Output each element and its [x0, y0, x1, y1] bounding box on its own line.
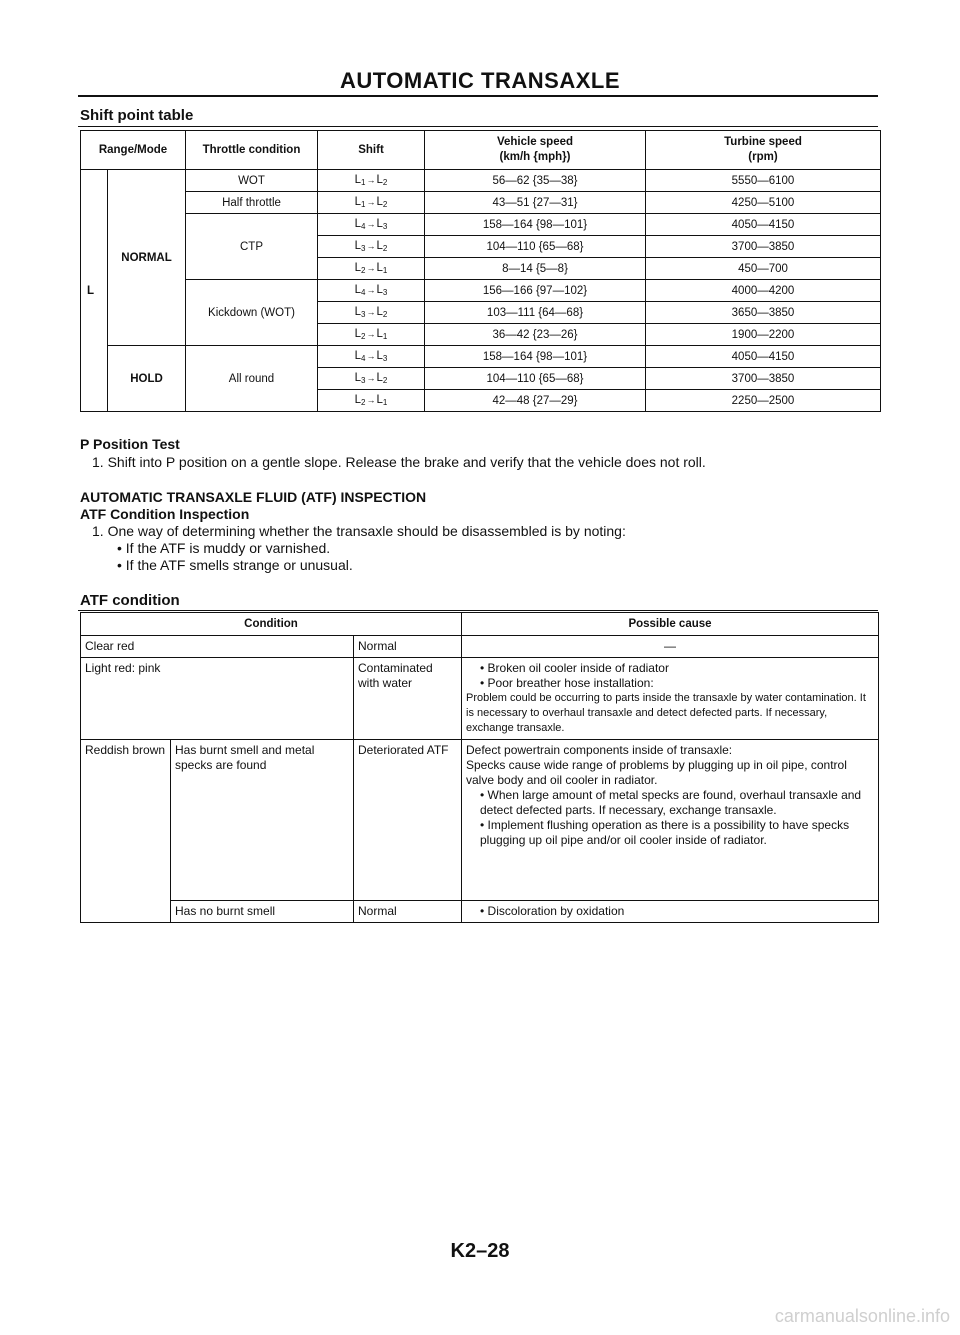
speed-cell: 42—48 {27—29} — [425, 390, 646, 412]
table-row — [81, 214, 881, 236]
turbine-cell: 4000—4200 — [646, 280, 881, 302]
atf-condition-table — [80, 612, 879, 923]
shift-cell: $L_4\to L_3$ — [318, 280, 425, 302]
header-possible-cause: Possible cause — [462, 613, 879, 636]
shift-cell: $L_3\to L_2$ — [318, 302, 425, 324]
atf-bullet-1: • If the ATF is muddy or varnished. — [117, 540, 330, 557]
header-throttle: Throttle condition — [186, 131, 318, 170]
table-row — [81, 346, 881, 368]
cause-cell: — — [462, 636, 879, 658]
condition-cell: Reddish brown — [81, 740, 171, 923]
header-condition: Condition — [81, 613, 462, 636]
p-test-heading: P Position Test — [80, 436, 180, 452]
speed-cell: 156—166 {97—102} — [425, 280, 646, 302]
cause-cell: Defect powertrain components inside of transaxle: Specks cause wide range of problems by plugging up in oil pipe, control valve body and oil cooler in radiator. • When large amount of metal specks are found, overhaul transaxle and detect defected parts. If necessary, exchange transaxle. • Implement flushing operation as there is a possibility to have specks plugging up oil pipe and/or oil cooler inside of radiator. — [462, 740, 879, 901]
table-row — [81, 192, 881, 214]
table-row — [81, 636, 879, 658]
shift-cell: $L_3\to L_2$ — [318, 236, 425, 258]
speed-cell: 8—14 {5—8} — [425, 258, 646, 280]
speed-cell: 36—42 {23—26} — [425, 324, 646, 346]
title-rule — [78, 95, 878, 97]
speed-cell: 158—164 {98—101} — [425, 214, 646, 236]
speed-cell: 43—51 {27—31} — [425, 192, 646, 214]
table-row — [81, 740, 879, 901]
shift-cell: $L_4\to L_3$ — [318, 346, 425, 368]
mode-normal: NORMAL — [108, 170, 186, 346]
condition-cell: Light red: pink — [81, 658, 354, 740]
header-turbine-speed: Turbine speed (rpm) — [646, 131, 881, 170]
shift-cell: $L_2\to L_1$ — [318, 324, 425, 346]
turbine-cell: 5550—6100 — [646, 170, 881, 192]
cause-cell: • Discoloration by oxidation — [462, 901, 879, 923]
atf-inspection-heading: AUTOMATIC TRANSAXLE FLUID (ATF) INSPECTION — [80, 489, 427, 505]
condition-detail-cell: Has burnt smell and metal specks are found — [171, 740, 354, 901]
p-test-step-1: 1. Shift into P position on a gentle slope. Release the brake and verify that the vehicle does not roll. — [92, 454, 706, 470]
atf-heading-rule — [78, 610, 878, 611]
status-cell: Contaminated with water — [354, 658, 462, 740]
shift-cell: $L_3\to L_2$ — [318, 368, 425, 390]
shift-point-table — [80, 130, 881, 412]
status-cell: Normal — [354, 901, 462, 923]
table-header-row — [81, 131, 881, 170]
atf-step-1: 1. One way of determining whether the transaxle should be disassembled is by noting: — [92, 523, 626, 539]
condition-cell: Clear red — [81, 636, 354, 658]
turbine-cell: 4250—5100 — [646, 192, 881, 214]
watermark: carmanualsonline.info — [774, 1306, 950, 1326]
speed-cell: 104—110 {65—68} — [425, 368, 646, 390]
shift-cell: $L_1\to L_2$ — [318, 170, 425, 192]
throttle-cell: WOT — [186, 170, 318, 192]
throttle-cell: Kickdown (WOT) — [186, 280, 318, 346]
turbine-cell: 4050—4150 — [646, 214, 881, 236]
status-cell: Deteriorated ATF — [354, 740, 462, 901]
shift-cell: $L_2\to L_1$ — [318, 258, 425, 280]
throttle-cell: All round — [186, 346, 318, 412]
turbine-cell: 1900—2200 — [646, 324, 881, 346]
turbine-cell: 4050—4150 — [646, 346, 881, 368]
turbine-cell: 2250—2500 — [646, 390, 881, 412]
speed-cell: 103—111 {64—68} — [425, 302, 646, 324]
table-row — [81, 170, 881, 192]
status-cell: Normal — [354, 636, 462, 658]
shift-table-heading: Shift point table — [80, 107, 194, 124]
shift-heading-rule — [78, 126, 878, 127]
page-title: AUTOMATIC TRANSAXLE — [339, 68, 620, 93]
table-row — [81, 901, 879, 923]
atf-condition-heading: ATF condition — [80, 592, 180, 609]
page-number: K2–28 — [450, 1240, 510, 1262]
atf-bullet-2: • If the ATF smells strange or unusual. — [117, 557, 353, 574]
atf-condition-inspection-heading: ATF Condition Inspection — [80, 506, 250, 522]
throttle-cell: Half throttle — [186, 192, 318, 214]
table-row — [81, 658, 879, 740]
throttle-cell: CTP — [186, 214, 318, 280]
table-row — [81, 280, 881, 302]
header-vehicle-speed: Vehicle speed (km/h {mph}) — [425, 131, 646, 170]
table-header-row — [81, 613, 879, 636]
speed-cell: 158—164 {98—101} — [425, 346, 646, 368]
condition-detail-cell: Has no burnt smell — [171, 901, 354, 923]
shift-cell: $L_1\to L_2$ — [318, 192, 425, 214]
shift-cell: $L_2\to L_1$ — [318, 390, 425, 412]
turbine-cell: 3700—3850 — [646, 236, 881, 258]
turbine-cell: 3650—3850 — [646, 302, 881, 324]
speed-cell: 104—110 {65—68} — [425, 236, 646, 258]
mode-hold: HOLD — [108, 346, 186, 412]
shift-cell: $L_4\to L_3$ — [318, 214, 425, 236]
header-range: Range/Mode — [81, 131, 186, 170]
speed-cell: 56—62 {35—38} — [425, 170, 646, 192]
turbine-cell: 450—700 — [646, 258, 881, 280]
turbine-cell: 3700—3850 — [646, 368, 881, 390]
range-cell: L — [81, 170, 108, 412]
cause-cell: • Broken oil cooler inside of radiator • Poor breather hose installation: Problem could be occurring to parts inside the transaxle by water contamination. It is necessary to overhaul transaxle and detect defected parts. If necessary, exchange transaxle. — [462, 658, 879, 740]
header-shift: Shift — [318, 131, 425, 170]
